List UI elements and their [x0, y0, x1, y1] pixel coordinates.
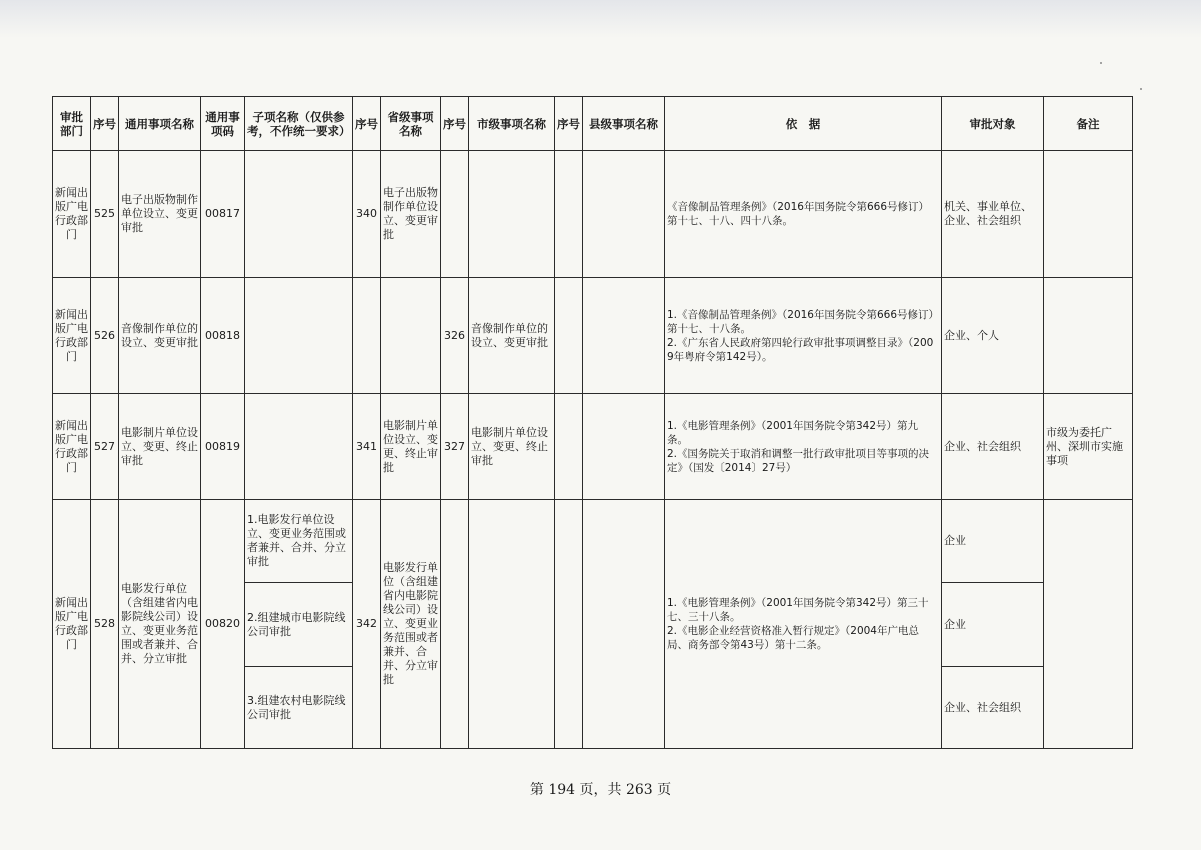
basis-cell [665, 151, 942, 278]
dept-cell: 新闻出版广电行政部门 [53, 278, 91, 394]
note-cell [1044, 151, 1133, 278]
county-seq-cell [555, 151, 583, 278]
code-cell: 00817 [201, 151, 245, 278]
seq-cell: 528 [91, 500, 119, 749]
seq-cell: 525 [91, 151, 119, 278]
general-name-cell: 电子出版物制作单位设立、变更审批 [119, 151, 201, 278]
header-seq4: 序号 [555, 97, 583, 151]
city-name-cell: 电影制片单位设立、变更、终止审批 [469, 394, 555, 500]
basis-cell [665, 278, 942, 394]
sub-name-cell: 3.组建农村电影院线公司审批 [245, 667, 353, 749]
header-seq3: 序号 [441, 97, 469, 151]
table-row [53, 151, 1133, 278]
county-name-cell [583, 500, 665, 749]
header-county-name: 县级事项名称 [583, 97, 665, 151]
scan-speck [1140, 88, 1142, 90]
city-name-cell: 音像制作单位的设立、变更审批 [469, 278, 555, 394]
city-seq-cell: 327 [441, 394, 469, 500]
county-seq-cell [555, 394, 583, 500]
basis-line: 1.《电影管理条例》（2001年国务院令第342号）第九条。 [667, 419, 919, 446]
seq-cell: 527 [91, 394, 119, 500]
basis-line: 《音像制品管理条例》（2016年国务院令第666号修订）第十七、十八、四十八条。 [667, 201, 930, 227]
header-city-name: 市级事项名称 [469, 97, 555, 151]
prov-seq-cell: 342 [353, 500, 381, 749]
target-cell: 企业 [942, 583, 1044, 667]
header-seq: 序号 [91, 97, 119, 151]
target-cell: 企业、社会组织 [942, 394, 1044, 500]
header-target: 审批对象 [942, 97, 1044, 151]
county-name-cell [583, 151, 665, 278]
county-name-cell [583, 394, 665, 500]
table-row [53, 500, 1133, 583]
sub-name-cell [245, 278, 353, 394]
target-cell: 企业 [942, 500, 1044, 583]
sub-name-cell: 1.电影发行单位设立、变更业务范围或者兼并、合并、分立审批 [245, 500, 353, 583]
header-general-name: 通用事项名称 [119, 97, 201, 151]
general-name-cell: 音像制作单位的设立、变更审批 [119, 278, 201, 394]
basis-line: 2.《国务院关于取消和调整一批行政审批项目等事项的决定》（国发〔2014〕27号） [667, 447, 930, 474]
city-name-cell [469, 151, 555, 278]
code-cell: 00818 [201, 278, 245, 394]
target-cell: 企业、社会组织 [942, 667, 1044, 749]
note-cell: 市级为委托广州、深圳市实施事项 [1044, 394, 1133, 500]
prov-seq-cell: 341 [353, 394, 381, 500]
note-cell [1044, 278, 1133, 394]
basis-cell [665, 394, 942, 500]
page-footer: 第 194 页，共 263 页 [529, 782, 672, 798]
table-row [53, 278, 1133, 394]
sub-name-cell [245, 151, 353, 278]
approval-items-table [52, 96, 1133, 749]
header-general-code: 通用事项码 [201, 97, 245, 151]
dept-cell: 新闻出版广电行政部门 [53, 500, 91, 749]
prov-name-cell [381, 278, 441, 394]
table-header-row [53, 97, 1133, 151]
general-name-cell: 电影制片单位设立、变更、终止审批 [119, 394, 201, 500]
code-cell: 00819 [201, 394, 245, 500]
city-seq-cell: 326 [441, 278, 469, 394]
seq-cell: 526 [91, 278, 119, 394]
city-seq-cell [441, 500, 469, 749]
basis-line: 2.《广东省人民政府第四轮行政审批事项调整目录》（2009年粤府令第142号）。 [667, 336, 934, 363]
prov-seq-cell [353, 278, 381, 394]
table-row [53, 394, 1133, 500]
prov-name-cell: 电影制片单位设立、变更、终止审批 [381, 394, 441, 500]
sub-name-cell: 2.组建城市电影院线公司审批 [245, 583, 353, 667]
basis-line: 1.《音像制品管理条例》（2016年国务院令第666号修订）第十七、十八条。 [667, 308, 934, 335]
basis-line: 1.《电影管理条例》（2001年国务院令第342号）第三十七、三十八条。 [667, 597, 929, 623]
scan-speck [1100, 62, 1102, 64]
prov-name-cell: 电影发行单位（含组建省内电影院线公司）设立、变更业务范围或者兼并、合并、分立审批 [381, 500, 441, 749]
county-name-cell [583, 278, 665, 394]
header-prov-name: 省级事项名称 [381, 97, 441, 151]
header-basis: 依 据 [665, 97, 942, 151]
city-seq-cell [441, 151, 469, 278]
basis-line: 2.《电影企业经营资格准入暂行规定》（2004年广电总局、商务部令第43号）第十二条。 [667, 625, 919, 651]
header-note: 备注 [1044, 97, 1133, 151]
county-seq-cell [555, 278, 583, 394]
target-cell: 企业、个人 [942, 278, 1044, 394]
code-cell: 00820 [201, 500, 245, 749]
county-seq-cell [555, 500, 583, 749]
target-cell: 机关、事业单位、企业、社会组织 [942, 151, 1044, 278]
note-cell [1044, 500, 1133, 749]
dept-cell: 新闻出版广电行政部门 [53, 151, 91, 278]
sub-name-cell [245, 394, 353, 500]
prov-name-cell: 电子出版物制作单位设立、变更审批 [381, 151, 441, 278]
prov-seq-cell: 340 [353, 151, 381, 278]
scan-edge-shadow [0, 0, 1201, 38]
header-sub-name: 子项名称（仅供参考，不作统一要求） [245, 97, 353, 151]
dept-cell: 新闻出版广电行政部门 [53, 394, 91, 500]
basis-cell [665, 500, 942, 749]
general-name-cell: 电影发行单位（含组建省内电影院线公司）设立、变更业务范围或者兼并、合并、分立审批 [119, 500, 201, 749]
header-dept: 审批部门 [53, 97, 91, 151]
header-seq2: 序号 [353, 97, 381, 151]
city-name-cell [469, 500, 555, 749]
